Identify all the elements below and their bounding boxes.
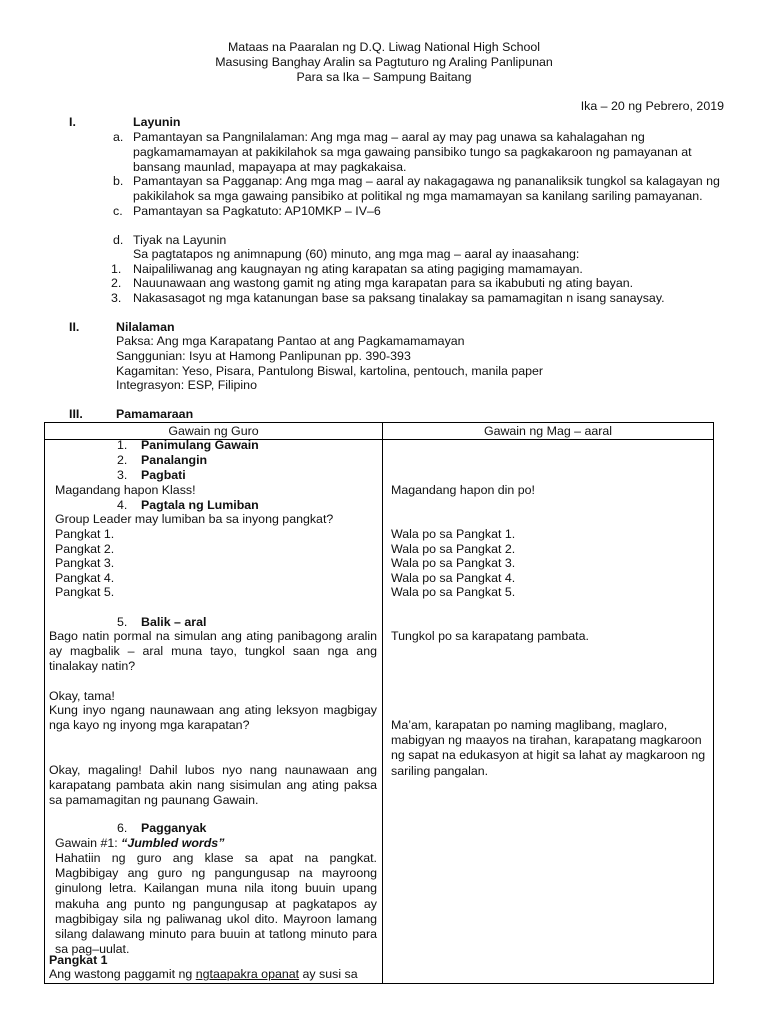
objective-marker: c.	[113, 204, 123, 218]
section2-numeral: II.	[69, 320, 80, 334]
col-header-mag-aaral: Gawain ng Mag – aaral	[483, 424, 613, 438]
jumbled-instructions: Hahatiin ng guro ang klase sa apat na pangkat. Magbibigay ang guro ng pangungusap na mayroong ginulong letra. Kailangan muna nila itong buuin upang makuha ang punto ng pangungusap at pagkatapos ay magbibigay sila ng paliwanag ukol dito. Mayroon lamang silang dalawang minuto para buuin at tatlong minuto para sa pag–uulat.	[55, 851, 377, 957]
objective-marker: b.	[113, 174, 124, 188]
group-item: Pangkat 4.	[55, 571, 115, 585]
student-greeting-reply: Magandang hapon din po!	[391, 483, 535, 497]
step-num: 2.	[117, 453, 128, 467]
okay-magaling: Okay, magaling! Dahil lubos nyo nang naunawaan ang karapatang pambata akin nang sisimulan ang ating paksa sa pamamagitan ng paunang Gawain.	[49, 763, 377, 808]
grade-level: Para sa Ika – Sampung Baitang	[296, 70, 472, 84]
group-reply: Wala po sa Pangkat 4.	[391, 571, 516, 585]
scrambled-word: ngtaapakra opanat	[195, 967, 300, 981]
step-num: 6.	[117, 821, 128, 835]
balik-aral-prompt: Bago natin pormal na simulan ang ating panibagong aralin ay magbalik – aral muna tayo, tungkol saan nga ang tinalakay natin?	[49, 629, 377, 674]
objective-line: Pamantayan sa Pangnilalaman: Ang mga mag – aaral ay may pag unawa sa kahalagahan ng	[133, 130, 645, 144]
group-reply: Wala po sa Pangkat 1.	[391, 527, 516, 541]
content-line: Kagamitan: Yeso, Pisara, Pantulong Biswal, kartolina, pentouch, manila paper	[116, 364, 544, 378]
rights-question: Kung inyo ngang naunawaan ang ating leksyon magbigay nga kayo ng inyong mga karapatan?	[49, 703, 377, 733]
school-name: Mataas na Paaralan ng D.Q. Liwag National High School	[227, 40, 540, 54]
column-divider	[382, 423, 383, 983]
rights-reply: Ma’am, karapatan po naming maglibang, maglaro, mabigyan ng maayos na tirahan, karapatang magkaroon ng sapat na edukasyon at higit sa lahat ay magkaroon ng sariling pangalan.	[391, 718, 706, 778]
content-line: Sanggunian: Isyu at Hamong Panlipunan pp. 390-393	[116, 349, 411, 363]
activity-title: “Jumbled words”	[121, 836, 225, 850]
objective-line: Pamantayan sa Pagganap: Ang mga mag – aaral ay nakagagawa ng pananaliksik tungkol sa kalagayan ng	[133, 174, 720, 188]
step-title: Pagganyak	[141, 821, 207, 835]
col-header-guro: Gawain ng Guro	[168, 424, 259, 438]
content-line: Integrasyon: ESP, Filipino	[116, 378, 257, 392]
okay-tama: Okay, tama!	[49, 689, 115, 703]
sentence-pre: Ang wastong paggamit ng	[49, 967, 196, 981]
objective-marker: d.	[113, 233, 124, 247]
pangkat1-label: Pangkat 1	[49, 953, 108, 967]
step-num: 3.	[117, 468, 128, 482]
lesson-date: Ika – 20 ng Pebrero, 2019	[580, 99, 724, 113]
sentence-post: ay susi sa	[299, 967, 358, 981]
pangkat1-sentence	[49, 967, 358, 981]
objective-line: Tiyak na Layunin	[133, 233, 227, 247]
activity-label	[55, 836, 224, 850]
absent-question: Group Leader may lumiban ba sa inyong pangkat?	[55, 512, 334, 526]
group-item: Pangkat 2.	[55, 542, 115, 556]
tiyak-intro: Sa pagtatapos ng animnapung (60) minuto, ang mga mag – aaral ay inaasahang:	[133, 247, 580, 261]
group-reply: Wala po sa Pangkat 2.	[391, 542, 516, 556]
step-title: Balik – aral	[141, 615, 207, 629]
section1-numeral: I.	[69, 115, 76, 129]
section2-title: Nilalaman	[116, 320, 175, 334]
tiyak-num: 1.	[111, 262, 122, 276]
objective-line: bansang maunlad, mapayapa at may pagkakaisa.	[133, 160, 407, 174]
objective-line: pagkamamamayan at pakikilahok sa mga gawaing pansibiko tungo sa pagkakaroon ng pamayanan at	[133, 145, 692, 159]
tiyak-num: 2.	[111, 276, 122, 290]
tiyak-num: 3.	[111, 291, 122, 305]
group-reply: Wala po sa Pangkat 5.	[391, 585, 516, 599]
objective-line: Pamantayan sa Pagkatuto: AP10MKP – IV–6	[133, 204, 381, 218]
tiyak-item: Naipaliliwanag ang kaugnayan ng ating karapatan sa ating pagiging mamamayan.	[133, 262, 583, 276]
section1-title: Layunin	[133, 115, 181, 129]
step-title: Pagbati	[141, 468, 186, 482]
balik-aral-reply: Tungkol po sa karapatang pambata.	[391, 629, 589, 643]
procedure-table	[44, 422, 714, 984]
section3-title: Pamamaraan	[116, 407, 194, 421]
activity-label-text: Gawain #1:	[55, 836, 122, 850]
step-title: Pagtala ng Lumiban	[141, 498, 259, 512]
step-title: Panimulang Gawain	[141, 438, 259, 452]
teacher-greeting: Magandang hapon Klass!	[55, 483, 196, 497]
group-item: Pangkat 1.	[55, 527, 115, 541]
step-num: 5.	[117, 615, 128, 629]
tiyak-item: Nakasasagot ng mga katanungan base sa paksang tinalakay sa pamamagitan n isang sanaysay.	[133, 291, 665, 305]
section3-numeral: III.	[69, 407, 83, 421]
plan-title: Masusing Banghay Aralin sa Pagtuturo ng Araling Panlipunan	[215, 55, 553, 69]
tiyak-item: Nauunawaan ang wastong gamit ng ating mga karapatan para sa ikabubuti ng ating bayan.	[133, 276, 634, 290]
objective-marker: a.	[113, 130, 124, 144]
step-num: 1.	[117, 438, 128, 452]
group-reply: Wala po sa Pangkat 3.	[391, 556, 516, 570]
group-item: Pangkat 3.	[55, 556, 115, 570]
step-num: 4.	[117, 498, 128, 512]
objective-line: pakikilahok sa mga gawaing pansibiko at politikal ng mga mamamayan sa kanilang sariling pamayanan.	[133, 189, 703, 203]
content-line: Paksa: Ang mga Karapatang Pantao at ang Pagkamamamayan	[116, 334, 465, 348]
group-item: Pangkat 5.	[55, 585, 115, 599]
step-title: Panalangin	[141, 453, 208, 467]
